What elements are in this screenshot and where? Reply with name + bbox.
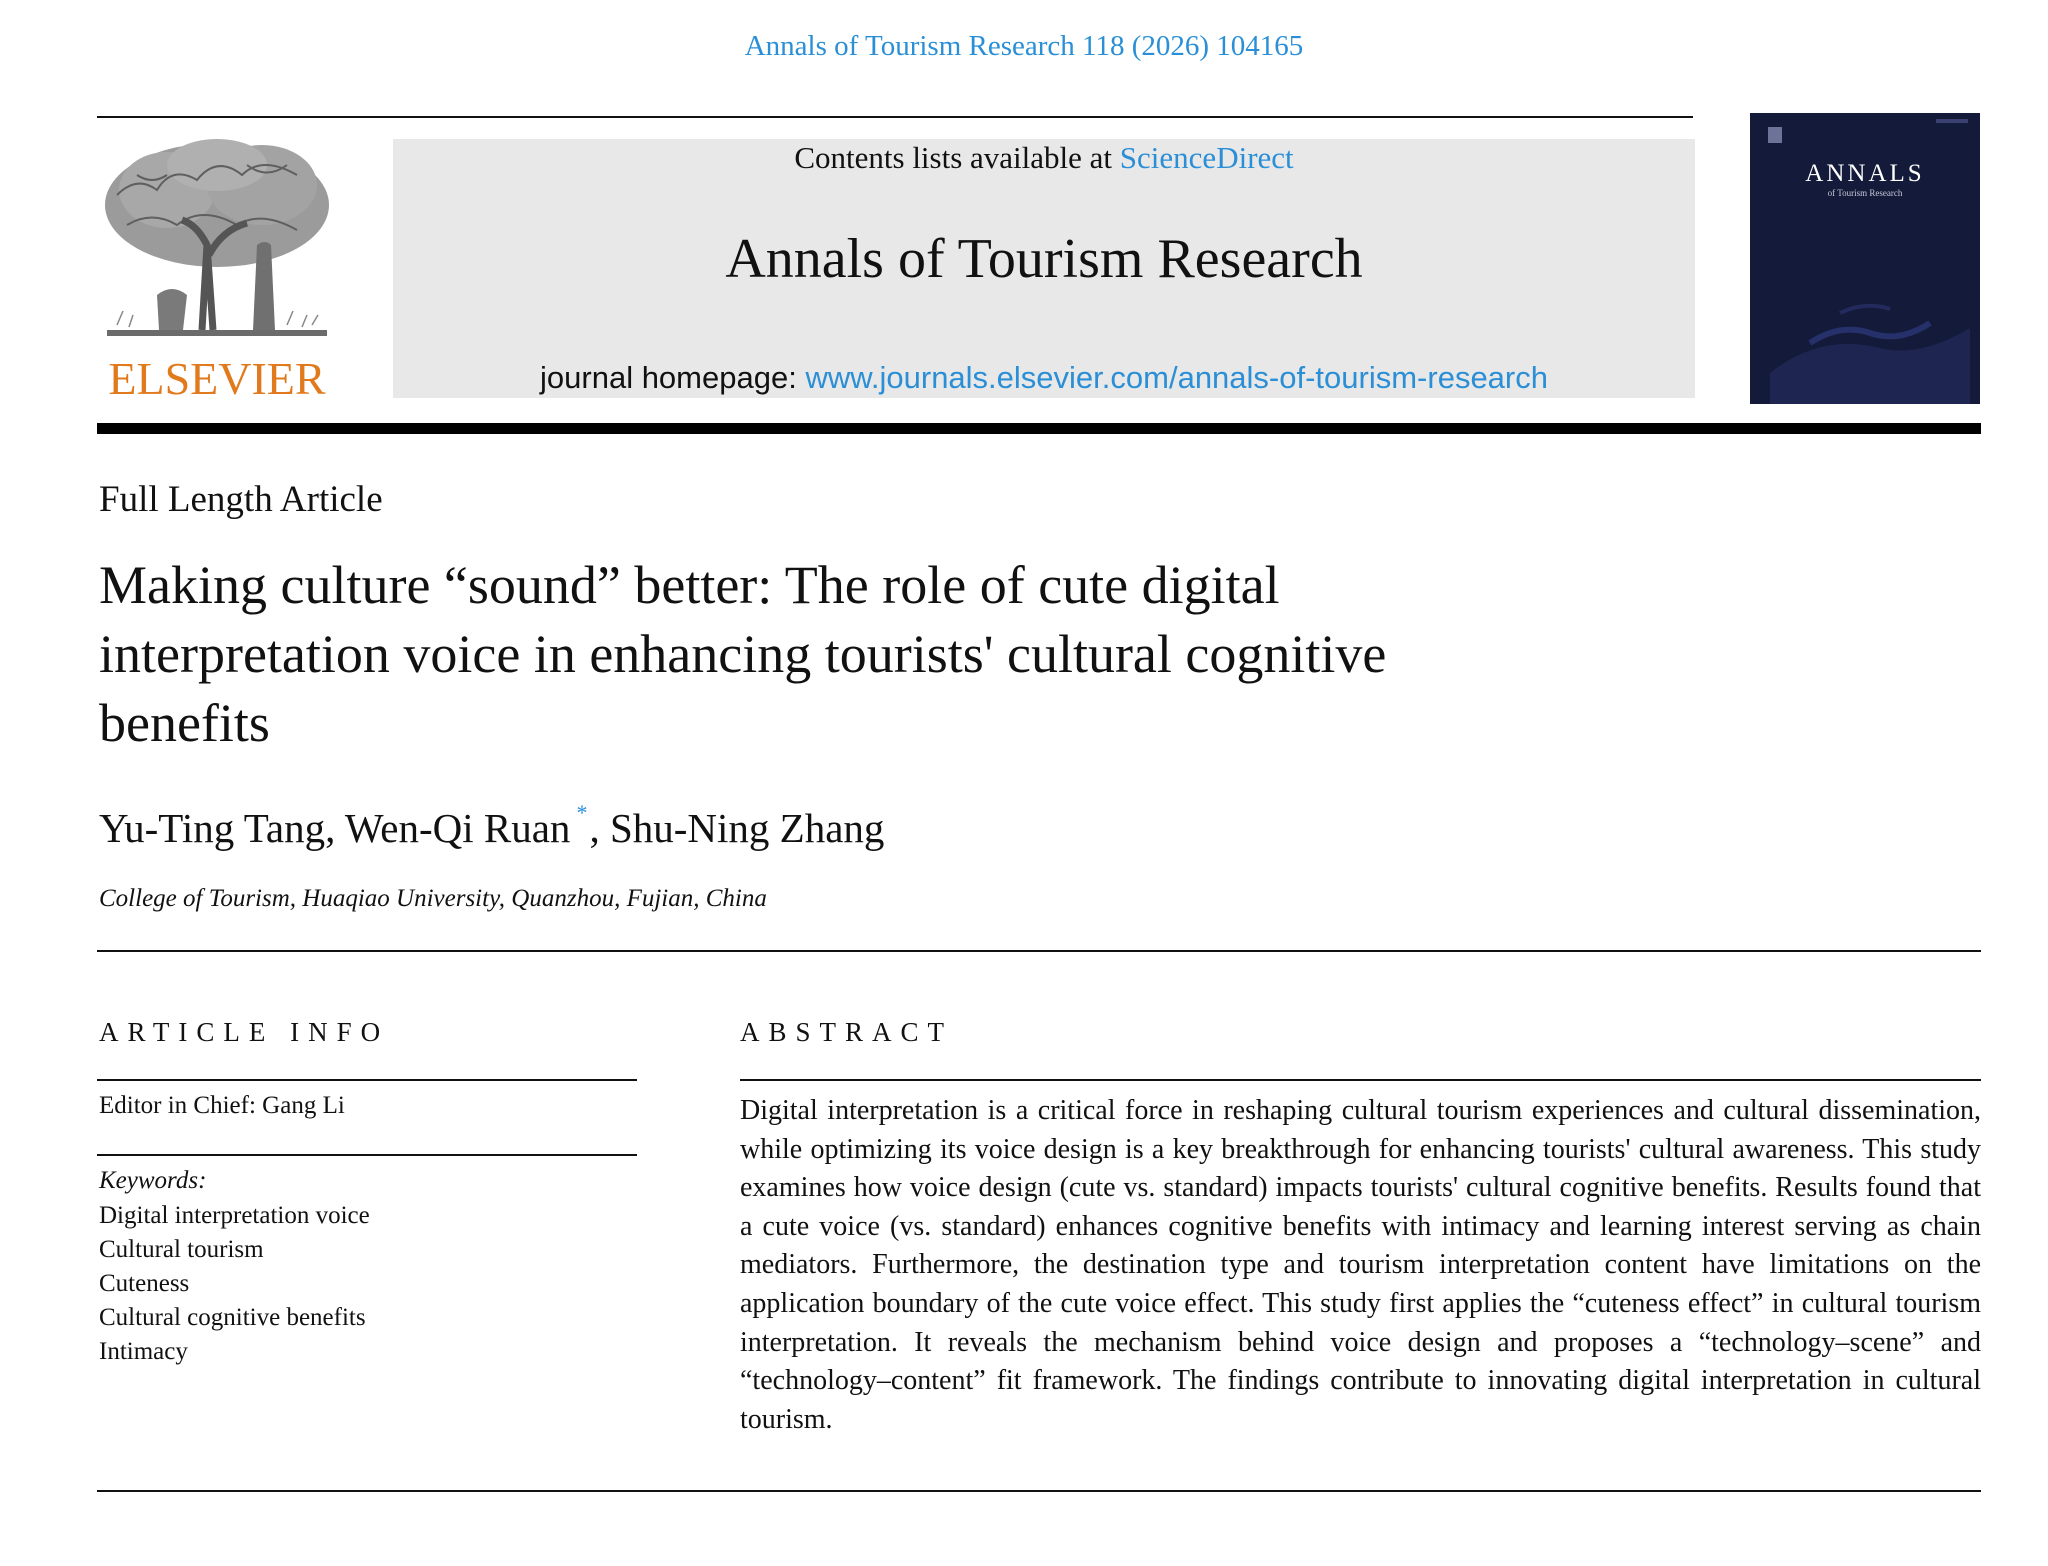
- keywords-rule: [97, 1154, 637, 1156]
- keywords-label: Keywords:: [99, 1167, 207, 1194]
- article-title: Making culture “sound” better: The role of cute digital interpretation voice in enhancing tourists' cultural cognitive benefits: [99, 555, 1387, 753]
- section-rule: [97, 950, 1981, 952]
- corresponding-author-mark[interactable]: *: [576, 800, 588, 825]
- author-name[interactable]: Shu-Ning Zhang: [609, 805, 885, 851]
- cover-title: ANNALS: [1805, 160, 1925, 187]
- keyword-item: Cuteness: [99, 1270, 190, 1297]
- contents-prefix: Contents lists available at: [794, 140, 1120, 175]
- journal-cover-thumbnail[interactable]: [1750, 113, 1980, 404]
- abstract-text: Digital interpretation is a critical force in reshaping cultural tourism experiences and cultural dissemination, while optimizing its voice design is a key breakthrough for enhancing tourists' cultural awareness. This study examines how voice design (cute vs. standard) impacts tourists' cultural cognitive benefits. Results found that a cute voice (vs. standard) enhances cognitive benefits with intimacy and learning interest serving as chain mediators. Furthermore, the destination type and tourism interpretation content have limitations on the application boundary of the cute voice effect. This study first applies the “cuteness effect” in cultural tourism interpretation. It reveals the mechanism behind voice design and proposes a “technology–scene” and “technology–content” fit framework. The findings contribute to innovating digital interpretation in cultural tourism.: [740, 1095, 1981, 1435]
- keyword-item: Cultural cognitive benefits: [99, 1304, 366, 1331]
- keyword-item: Intimacy: [99, 1338, 188, 1365]
- contents-line: [393, 139, 1695, 175]
- author-list: [99, 800, 884, 852]
- bottom-rule: [97, 1490, 1981, 1492]
- editor-in-chief: Editor in Chief: Gang Li: [99, 1092, 345, 1119]
- abstract-heading: ABSTRACT: [740, 1017, 954, 1047]
- journal-title: Annals of Tourism Research: [725, 228, 1363, 290]
- author-separator: ,: [589, 805, 610, 851]
- journal-citation[interactable]: Annals of Tourism Research 118 (2026) 104165: [744, 30, 1304, 62]
- journal-homepage-link[interactable]: www.journals.elsevier.com/annals-of-tourism-research: [805, 360, 1548, 395]
- abstract-rule: [740, 1079, 1981, 1081]
- keyword-item: Cultural tourism: [99, 1236, 264, 1263]
- elsevier-logo[interactable]: [97, 135, 337, 405]
- homepage-line: [393, 361, 1695, 395]
- publisher-name: ELSEVIER: [108, 353, 326, 404]
- keyword-item: Digital interpretation voice: [99, 1202, 370, 1229]
- cover-art-icon: [1750, 113, 1980, 404]
- author-name[interactable]: Yu-Ting Tang: [99, 805, 326, 851]
- elsevier-tree-icon: [97, 135, 337, 345]
- homepage-prefix: journal homepage:: [540, 360, 806, 395]
- author-separator: ,: [325, 805, 345, 851]
- article-type: Full Length Article: [99, 479, 383, 520]
- article-info-heading: ARTICLE INFO: [99, 1017, 390, 1047]
- cover-subtitle: of Tourism Research: [1827, 188, 1903, 198]
- journal-banner: [393, 139, 1695, 398]
- header-rule: [97, 116, 1693, 118]
- keyword-list: [99, 1199, 370, 1369]
- header-thick-rule: [97, 423, 1981, 434]
- sciencedirect-link[interactable]: ScienceDirect: [1119, 140, 1294, 175]
- affiliation: College of Tourism, Huaqiao University, Quanzhou, Fujian, China: [99, 885, 767, 912]
- author-name[interactable]: Wen-Qi Ruan: [344, 805, 571, 851]
- article-info-rule: [97, 1079, 637, 1081]
